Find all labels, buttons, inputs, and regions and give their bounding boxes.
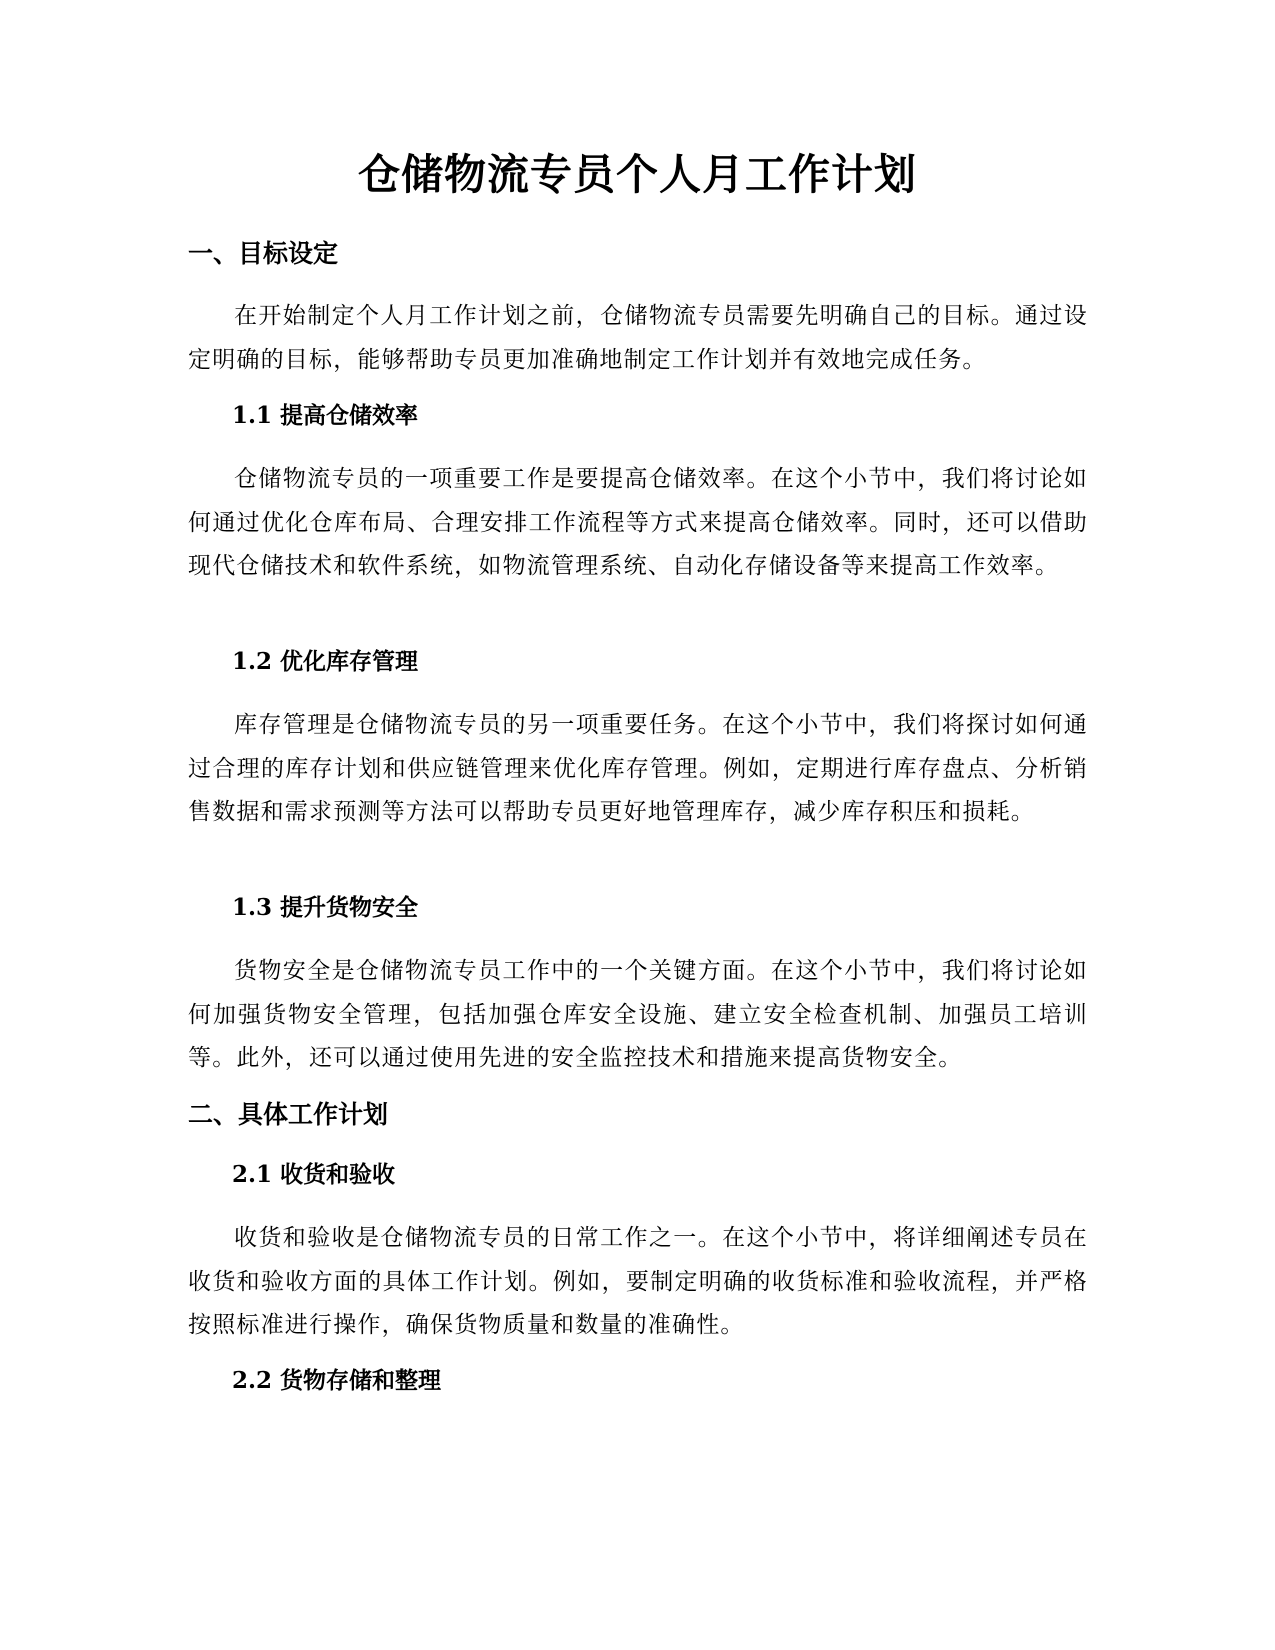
subsection-heading-2-1: 2.1 收货和验收 — [232, 1161, 396, 1188]
subsection-heading-1-3: 1.3 提升货物安全 — [232, 894, 419, 921]
section-intro-goals: 在开始制定个人月工作计划之前，仓储物流专员需要先明确自己的目标。通过设定明确的目标，能够帮助专员更加准确地制定工作计划并有效地完成任务。 — [188, 303, 1088, 373]
subsection-heading-1-1: 1.1 提高仓储效率 — [232, 402, 419, 429]
section-heading-work-plan: 二、具体工作计划 — [188, 1100, 389, 1129]
subsection-heading-1-2: 1.2 优化库存管理 — [232, 648, 419, 675]
subsection-body-1-2: 库存管理是仓储物流专员的另一项重要任务。在这个小节中，我们将探讨如何通过合理的库存计划和供应链管理来优化库存管理。例如，定期进行库存盘点、分析销售数据和需求预测等方法可以帮助专员更好地管理库存，减少库存积压和损耗。 — [188, 712, 1088, 825]
document-title: 仓储物流专员个人月工作计划 — [357, 150, 917, 199]
section-heading-goals: 一、目标设定 — [188, 239, 339, 268]
subsection-heading-2-2: 2.2 货物存储和整理 — [232, 1367, 442, 1394]
subsection-body-1-1: 仓储物流专员的一项重要工作是要提高仓储效率。在这个小节中，我们将讨论如何通过优化仓库布局、合理安排工作流程等方式来提高仓储效率。同时，还可以借助现代仓储技术和软件系统，如物流管理系统、自动化存储设备等来提高工作效率。 — [188, 466, 1088, 579]
subsection-body-2-1: 收货和验收是仓储物流专员的日常工作之一。在这个小节中，将详细阐述专员在收货和验收方面的具体工作计划。例如，要制定明确的收货标准和验收流程，并严格按照标准进行操作，确保货物质量和数量的准确性。 — [188, 1225, 1088, 1338]
subsection-body-1-3: 货物安全是仓储物流专员工作中的一个关键方面。在这个小节中，我们将讨论如何加强货物安全管理，包括加强仓库安全设施、建立安全检查机制、加强员工培训等。此外，还可以通过使用先进的安全监控技术和措施来提高货物安全。 — [188, 958, 1088, 1071]
